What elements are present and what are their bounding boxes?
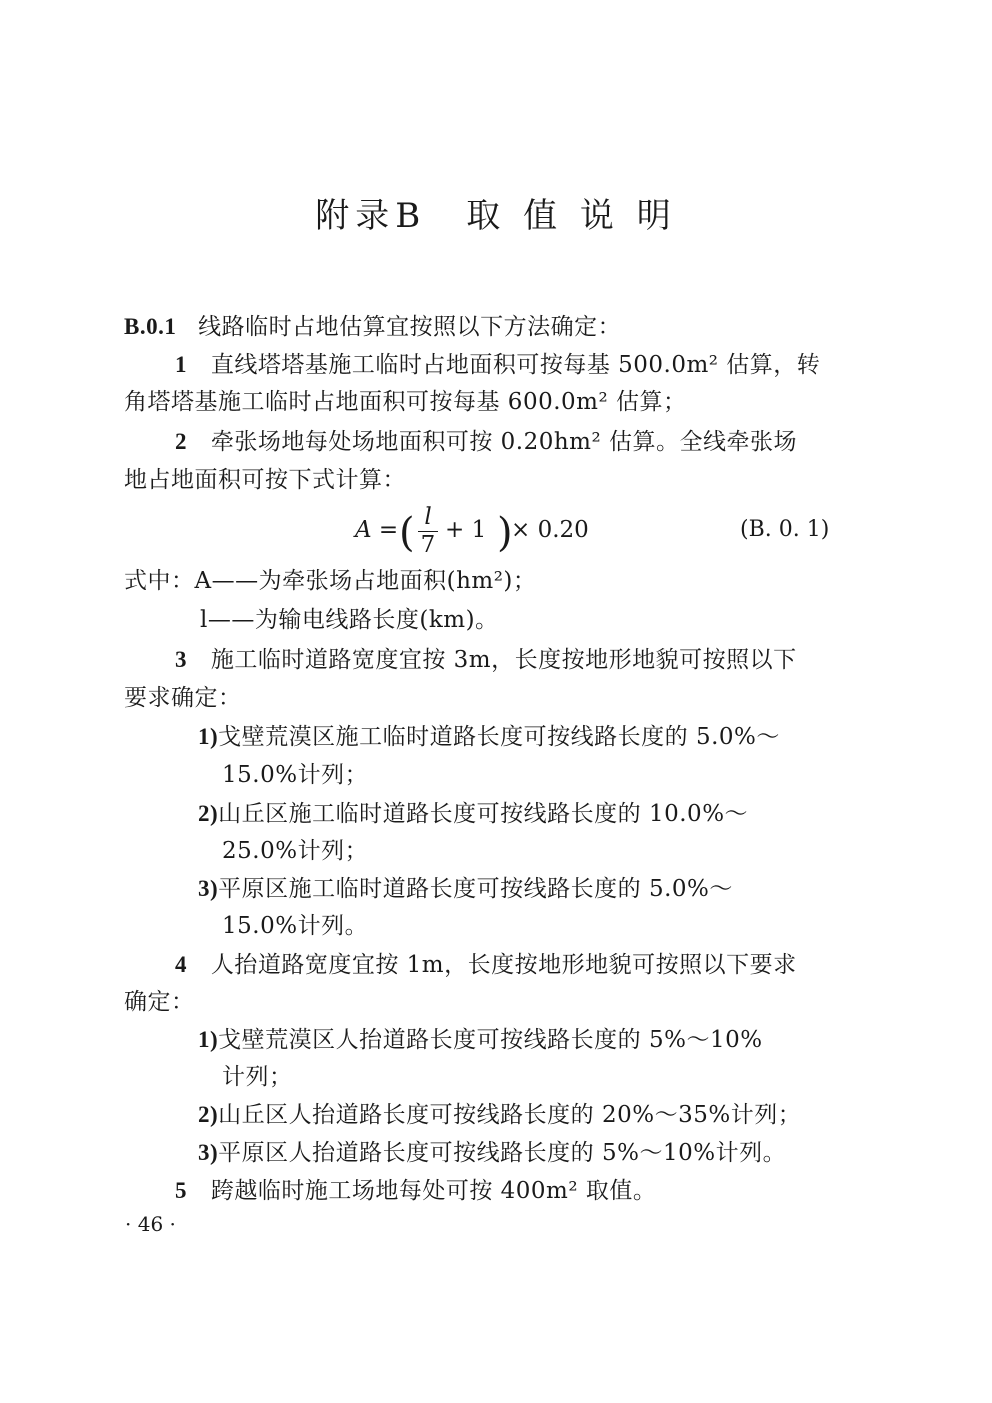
sub-item-number: 2) <box>198 801 219 826</box>
item-1-line-1 <box>175 350 820 380</box>
item-4-line-2: 确定： <box>124 989 195 1015</box>
item-3-sub-2-line-1 <box>198 799 748 829</box>
item-1-line-2: 角塔塔基施工临时占地面积可按每基 600.0m² 估算； <box>124 389 687 415</box>
sub-item-number: 3) <box>198 1140 219 1165</box>
formula-open-paren: ( <box>399 510 415 556</box>
formula-numerator: l <box>424 504 432 530</box>
item-number: 2 <box>175 429 187 454</box>
item-2-line-1 <box>175 427 797 457</box>
sub-item-text: 戈壁荒漠区人抬道路长度可按线路长度的 5%～10% <box>218 1027 763 1053</box>
formula-rest: × 0.20 <box>511 517 589 543</box>
clause-text: 线路临时占地估算宜按照以下方法确定： <box>198 314 622 340</box>
sub-item-number: 2) <box>198 1102 219 1127</box>
sub-item-number: 3) <box>198 876 219 901</box>
item-3-line-1 <box>175 645 797 675</box>
formula-plus-one: + 1 <box>445 517 487 543</box>
formula-lhs: A = <box>355 517 399 543</box>
item-2-line-2: 地占地面积可按下式计算： <box>124 467 406 493</box>
item-3-sub-1-line-1 <box>198 722 780 752</box>
item-number: 5 <box>175 1178 187 1203</box>
item-3-sub-2-line-2: 25.0%计列； <box>222 838 369 864</box>
item-3-line-2: 要求确定： <box>124 685 242 711</box>
item-text: 人抬道路宽度宜按 1m，长度按地形地貌可按照以下要求 <box>210 952 797 978</box>
clause-number: B.0.1 <box>124 314 177 339</box>
sub-item-text: 平原区人抬道路长度可按线路长度的 5%～10%计列。 <box>218 1140 787 1166</box>
item-3-sub-3-line-1 <box>198 874 733 904</box>
item-5 <box>175 1176 656 1206</box>
item-4-sub-2 <box>198 1100 801 1130</box>
where-line-1: 式中：A——为牵张场占地面积(hm²)； <box>124 568 537 594</box>
item-number: 1 <box>175 352 187 377</box>
formula-close-paren: ) <box>497 510 513 556</box>
item-4-sub-1-line-1 <box>198 1025 763 1055</box>
item-4-sub-1-line-2: 计列； <box>222 1064 293 1090</box>
sub-item-text: 山丘区施工临时道路长度可按线路长度的 10.0%～ <box>218 801 749 827</box>
item-4-line-1 <box>175 950 797 980</box>
clause-b01 <box>124 312 621 342</box>
item-number: 4 <box>175 952 187 977</box>
sub-item-number: 1) <box>198 724 219 749</box>
item-text: 牵张场地每处场地面积可按 0.20hm² 估算。全线牵张场 <box>210 429 797 455</box>
item-number: 3 <box>175 647 187 672</box>
sub-item-text: 山丘区人抬道路长度可按线路长度的 20%～35%计列； <box>218 1102 802 1128</box>
item-text: 跨越临时施工场地每处可按 400m² 取值。 <box>210 1178 657 1204</box>
item-text: 直线塔塔基施工临时占地面积可按每基 500.0m² 估算，转 <box>210 352 821 378</box>
item-3-sub-3-line-2: 15.0%计列。 <box>222 913 369 939</box>
equation-number: (B. 0. 1) <box>740 517 830 542</box>
formula-denominator: 7 <box>420 532 436 558</box>
page-number: · 46 · <box>125 1212 176 1236</box>
item-3-sub-1-line-2: 15.0%计列； <box>222 762 369 788</box>
sub-item-number: 1) <box>198 1027 219 1052</box>
appendix-title: 附录B 取 值 说 明 <box>315 196 677 236</box>
sub-item-text: 平原区施工临时道路长度可按线路长度的 5.0%～ <box>218 876 733 902</box>
item-text: 施工临时道路宽度宜按 3m，长度按地形地貌可按照以下 <box>210 647 797 673</box>
sub-item-text: 戈壁荒漠区施工临时道路长度可按线路长度的 5.0%～ <box>218 724 780 750</box>
item-4-sub-3 <box>198 1138 786 1168</box>
where-line-2: l——为输电线路长度(km)。 <box>200 607 499 633</box>
